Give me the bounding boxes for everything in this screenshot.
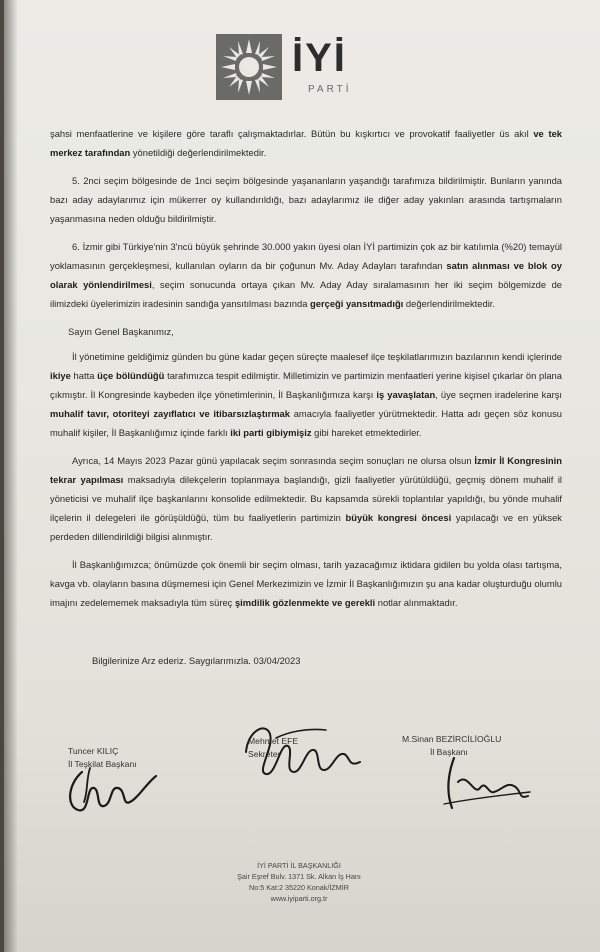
emphasized-text: üçe bölündüğü [97,370,165,381]
signatory-right-name: M.Sinan BEZİRCİLİOĞLU [402,734,502,744]
paragraph-0 [50,124,562,162]
emphasized-text: iki parti gibiymişiz [230,427,312,438]
emphasized-text: ve tek merkez tarafından [50,128,562,158]
sun-logo-icon [216,34,282,100]
text-segment: , üye seçmen iradelerine karşı [435,389,562,400]
paragraph-2 [50,237,562,313]
emphasized-text: İzmir İl Kongresinin tekrar yapılması [50,455,562,485]
signature-middle [236,712,376,792]
emphasized-text: şimdilik gözlenmekte ve gerekli [234,597,376,608]
text-segment: , seçim sonucunda ortaya çıkan Mv. Aday Aday sıralamasının her iki seçim bölgemizde de ilimizdeki üyelerimizin iradesinin sandığa yansıtılması bazında [50,279,562,309]
paragraph-4 [50,451,562,546]
text-segment: Ayrıca, 14 Mayıs 2023 Pazar günü yapılacak seçim sonrasında seçim sonuçları ne olursa olsun [72,455,475,466]
logo-brand: İYİ [292,36,347,80]
paragraph-1 [50,171,562,228]
footer-address-2: No:5 Kat:2 35220 Konak/İZMİR [249,883,349,892]
greeting: Sayın Genel Başkanımız, [68,326,174,337]
text-segment: amacıyla faaliyetler yürütmektedir. Hatta adı geçen söz konusu muhalif kişiler, İl Başkanlığımız içinde farklı [50,408,562,438]
text-segment: 5. 2nci seçim bölgesinde de 1nci seçim bölgesinde yaşananların yaşandığı tarafımıza bildirilmiştir. Bunların yanında bazı aday adaylarımız için mükerrer oy kullandırıldığı, bazı adaylarımız ile diğer aday yakınları arasında tartışmaların yaşanmasına neden olduğu bildirilmiştir. [50,175,562,224]
footer-org: İYİ PARTİ İL BAŞKANLIĞI [257,861,341,870]
emphasized-text: iş yavaşlatan [376,389,436,400]
closing-line: Bilgilerinize Arz ederiz. Saygılarımızla. 03/04/2023 [92,655,301,666]
signatory-left-name: Tuncer KILIÇ [68,746,119,756]
text-segment: hatta [70,370,98,381]
document-page [4,0,600,952]
emphasized-text: satın alınması ve blok oy olarak yönlendirilmesi [50,260,562,290]
party-logo [216,34,366,106]
text-segment: yapılacağı ve en yüksek perdeden dillendirildiği bilgisi alınmıştır. [50,512,562,542]
emphasized-text: muhalif tavır, otoriteyi zayıflatıcı ve itibarsızlaştırmak [50,408,290,419]
emphasized-text: büyük kongresi öncesi [345,512,452,523]
text-segment: maksadıyla dilekçelerin toplanmaya başlandığı, gizli faaliyetler yürütüldüğü, geçmiş dönem muhalif il yöneticisi ve muhalif ilçe başkanlarını konsolide edilmektedir. Bu kapsamda sürekli toplantılar yapıldığı, bu yönde muhalif ilçelerin il delegeleri ile görüşüldüğü, tüm bu faaliyetlerin partimizin [50,474,562,523]
text-segment: tarafımızca tespit edilmiştir. Milletimizin ve partimizin menfaatleri yerine kişisel çıkarlar ön plana çıkmıştır. İl Kongresinde kaybeden ilçe yönetimlerinin, İl Başkanlığımıza karşı [50,370,562,400]
paragraph-5 [50,555,562,612]
text-segment: değerlendirilmektedir. [403,298,495,309]
footer-address-1: Şair Eşref Bulv. 1371 Sk. Alkan İş Hanı [237,872,361,881]
emphasized-text: gerçeği yansıtmadığı [310,298,404,309]
footer-website: www.iyiparti.org.tr [270,894,328,903]
letterhead-footer [214,860,384,904]
signatory-middle-name: Mehmet EFE [248,736,299,746]
text-segment: 6. İzmir gibi Türkiye'nin 3'ncü büyük şehrinde 30.000 yakın üyesi olan İYİ partimizin çok az bir katılımla (%20) temayül yoklamasının gerçekleşmesi, kullanılan oyların da bir çoğunun Mv. Aday Adayları tarafından [50,241,562,271]
text-segment: yönetildiği değerlendirilmektedir. [130,147,267,158]
letter-body [50,124,562,621]
text-segment: şahsi menfaatlerine ve kişilere göre taraflı çalışmaktadırlar. Bütün bu kışkırtıcı ve provokatif faaliyetler üs akıl [50,128,534,139]
text-segment: İl yönetimine geldiğimiz günden bu güne kadar geçen süreçte maalesef ilçe teşkilatlarımızın bazılarının kendi içlerinde [72,351,562,362]
signature-left [60,762,180,822]
signatory-middle-title: Sekreter [248,749,281,759]
signature-right [434,752,544,822]
text-segment: İl Başkanlığımızca; önümüzde çok önemli bir seçim olması, tarih yazacağımız iktidara gidilen bu yolda olası tartışma, kavga vb. olayların basına düşmemesi için Genel Merkezimizin ve İzmir İl Başkanlığımızın şu ana kadar oluşturduğu olumlu imajını zedelememek maksadıyla tüm süreç [50,559,562,608]
text-segment: notlar alınmaktadır. [375,597,458,608]
page-shadow [4,0,18,952]
signatory-right-title: İl Başkanı [430,747,468,757]
logo-subtitle: PARTİ [308,84,352,95]
paragraph-3 [50,347,562,442]
emphasized-text: ikiye [50,370,71,381]
text-segment: gibi hareket etmektedirler. [311,427,422,438]
signatory-left-title: İl Teşkilat Başkanı [68,759,137,769]
